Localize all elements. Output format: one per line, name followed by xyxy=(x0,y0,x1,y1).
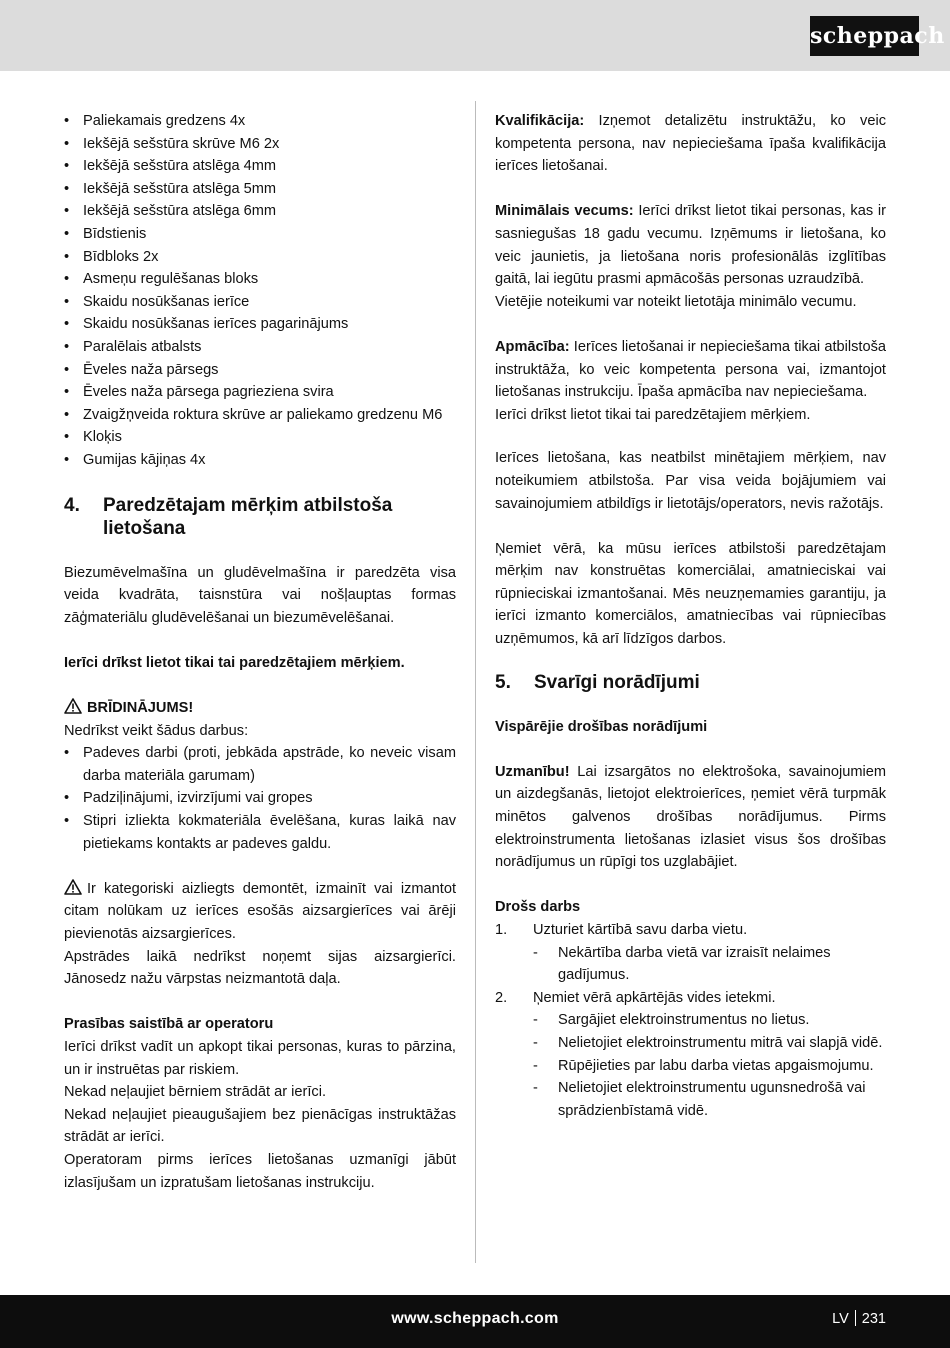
section-number: 5. xyxy=(495,671,511,693)
guard-text: Apstrādes laikā nedrīkst noņemt sijas aizsargierīci. Jānosedz nažu vārpstas neizmantotā daļa. xyxy=(64,948,456,988)
attention-label: Uzmanību! xyxy=(495,763,570,780)
training-text: Ierīces lietošanai ir nepieciešama tikai atbilstoša instruktāža, ko veic kompetenta persona vai, izmantojot lietošanas instrukciju. Īpaša apmācība nav nepieciešama. xyxy=(495,338,886,401)
column-divider xyxy=(475,101,476,1263)
list-item: • Skaidu nosūkšanas ierīces pagarinājums xyxy=(64,313,456,336)
header-band xyxy=(0,0,950,71)
list-item: • Kloķis xyxy=(64,426,456,449)
scheppach-logo: scheppach xyxy=(810,16,919,56)
sub-list xyxy=(533,1009,886,1122)
item-text: Uzturiet kārtībā savu darba vietu. xyxy=(533,922,748,938)
warnings-heading-label: BRĪDINĀJUMS! xyxy=(87,700,194,717)
attention-paragraph xyxy=(495,761,886,874)
commercial-text: Ņemiet vērā, ka mūsu ierīces atbilstoši paredzētajam mērķim nav konstruētas komerciālai, amatnieciskai vai rūpnieciskai izmantošanai. Mēs neuzņemamies garantiju, ja ierīci izmanto komerciālos, amatniecības vai rūpniecības uzņēmumos, kā arī līdzīgos darbos. xyxy=(495,540,886,648)
training-label: Apmācība: xyxy=(495,338,570,355)
purpose-only-text: Ierīci drīkst lietot tikai tai paredzētajiem mērķiem. xyxy=(495,406,811,423)
intended-use-text: Biezumēvelmašīna un gludēvelmašīna ir paredzēta visa veida kvadrāta, taisnstūra vai nošļauptas formas zāģmateriālu gludēvelēšanai un biezumēvelēšanai. xyxy=(64,564,456,626)
min-age-label: Minimālais vecums: xyxy=(495,203,634,220)
operator-requirement: Nekad neļaujiet pieaugušajiem bez pienācīgas instruktāžas strādāt ar ierīci. xyxy=(64,1106,456,1146)
qualification-text: Izņemot detalizētu instruktāžu, ko veic kompetenta persona, nav nepieciešama īpaša kvalifikācija ierīces lietošanai. xyxy=(495,113,886,175)
list-item: • Stipri izliekta kokmateriāla ēvelēšana, kuras laikā nav pietiekams kontakts ar padeves galdu. xyxy=(64,810,456,855)
list-item: • Ēveles naža pārsega pagrieziena svira xyxy=(64,381,456,404)
section-title: Paredzētajam mērķim atbilstoša lietošana xyxy=(103,494,393,539)
general-safety-heading: Vispārējie drošības norādījumi xyxy=(495,718,708,735)
intended-use-bold: Ierīci drīkst lietot tikai tai paredzētajiem mērķiem. xyxy=(64,654,405,671)
safe-work-item xyxy=(495,987,886,1123)
sub-item: - Rūpējieties par labu darba vietas apgaismojumu. xyxy=(533,1055,886,1078)
warnings-list xyxy=(64,742,456,855)
list-item: • Paliekamais gredzens 4x xyxy=(64,110,456,133)
list-item: • Zvaigžņveida roktura skrūve ar paliekamo gredzenu M6 xyxy=(64,404,456,427)
page-number: 231 xyxy=(861,1311,886,1327)
sub-list xyxy=(533,942,886,987)
separator xyxy=(855,1310,856,1326)
operator-requirement: Nekad neļaujiet bērniem strādāt ar ierīci. xyxy=(64,1084,327,1101)
attention-text: Lai izsargātos no elektrošoka, savainojumiem un aizdegšanās, lietojot elektroierīces, ņemiet vērā turpmāk minētos galvenos drošības norādījumus. Pirms elektroinstrumenta lietošanas izlasiet visus šos drošības norādījumus un rūpīgi tos uzglabājiet. xyxy=(495,763,886,871)
min-age-paragraph xyxy=(495,200,886,290)
operator-requirement: Ierīci drīkst vadīt un apkopt tikai personas, kuras to pārzina, un ir instruētas par riskiem. xyxy=(64,1038,456,1078)
section-number: 4. xyxy=(64,494,80,516)
section-5-heading xyxy=(495,671,886,694)
list-item: • Paralēlais atbalsts xyxy=(64,336,456,359)
list-item: • Ēveles naža pārsegs xyxy=(64,359,456,382)
list-item: • Skaidu nosūkšanas ierīce xyxy=(64,291,456,314)
item-number: 1. xyxy=(495,922,508,938)
operator-requirements xyxy=(64,1036,456,1194)
language-code: LV xyxy=(832,1311,849,1327)
list-item: • Padeves darbi (proti, jebkāda apstrāde, ko neveic visam darba materiāla garumam) xyxy=(64,742,456,787)
list-item: • Iekšējā sešstūra atslēga 5mm xyxy=(64,178,456,201)
list-item: • Asmeņu regulēšanas bloks xyxy=(64,268,456,291)
sub-item: - Sargājiet elektroinstrumentus no lietus. xyxy=(533,1009,886,1032)
list-item: • Iekšējā sešstūra skrūve M6 2x xyxy=(64,133,456,156)
list-item: • Bīdbloks 2x xyxy=(64,246,456,269)
sub-item: - Nekārtība darba vietā var izraisīt nelaimes gadījumus. xyxy=(533,942,886,987)
right-column xyxy=(495,110,886,1122)
list-item: • Bīdstienis xyxy=(64,223,456,246)
warning-triangle-icon xyxy=(64,698,82,714)
section-title: Svarīgi norādījumi xyxy=(534,671,700,693)
modification-warning-text: Ir kategoriski aizliegts demontēt, izmainīt vai izmantot citam nolūkam uz ierīces esošās aizsargierīces vai ārēji pievienotās aizsargierīces. xyxy=(64,880,456,942)
safe-work-list xyxy=(495,919,886,1122)
qualification-label: Kvalifikācija: xyxy=(495,113,585,129)
warnings-heading xyxy=(64,697,456,720)
operator-requirement: Operatoram pirms ierīces lietošanas uzmanīgi jābūt izlasījušam un izpratušam lietošanas instrukciju. xyxy=(64,1151,456,1191)
modification-warning xyxy=(64,878,456,946)
sub-item: - Nelietojiet elektroinstrumentu ugunsnedrošā vai sprādzienbīstamā vidē. xyxy=(533,1077,886,1122)
safe-work-heading: Drošs darbs xyxy=(495,899,581,916)
warning-triangle-icon xyxy=(64,879,82,895)
list-item: • Iekšējā sešstūra atslēga 6mm xyxy=(64,200,456,223)
parts-list xyxy=(64,110,456,472)
list-item: • Padziļinājumi, izvirzījumi vai gropes xyxy=(64,787,456,810)
sub-item: - Nelietojiet elektroinstrumentu mitrā vai slapjā vidē. xyxy=(533,1032,886,1055)
misuse-text: Ierīces lietošana, kas neatbilst minētajiem mērķiem, nav noteikumiem atbilstoša. Par visa veida bojājumiem vai savainojumiem atbildīgs ir lietotājs/operators, nevis ražotājs. xyxy=(495,450,886,512)
section-4-heading xyxy=(64,494,456,540)
local-rules-text: Vietējie noteikumi var noteikt lietotāja minimālo vecumu. xyxy=(495,293,857,310)
operator-heading: Prasības saistībā ar operatoru xyxy=(64,1016,274,1033)
left-column xyxy=(64,110,456,1194)
safe-work-item xyxy=(495,919,886,987)
training-paragraph xyxy=(495,336,886,404)
website-link[interactable]: www.scheppach.com xyxy=(391,1310,559,1327)
page-indicator xyxy=(832,1309,886,1329)
list-item: • Gumijas kājiņas 4x xyxy=(64,449,456,472)
qualification-paragraph xyxy=(495,110,886,178)
list-item: • Iekšējā sešstūra atslēga 4mm xyxy=(64,155,456,178)
min-age-text: Ierīci drīkst lietot tikai personas, kas ir sasniegušas 18 gadu vecumu. Izņēmums ir lietošana, ko veic jaunietis, ja lietošana noris profesionālās izglītības gaitā, lai iegūtu prasmi apmācošās personas uzraudzībā. xyxy=(495,203,886,288)
item-text: Ņemiet vērā apkārtējās vides ietekmi. xyxy=(533,989,776,1006)
item-number: 2. xyxy=(495,989,508,1006)
warnings-intro: Nedrīkst veikt šādus darbus: xyxy=(64,722,249,739)
